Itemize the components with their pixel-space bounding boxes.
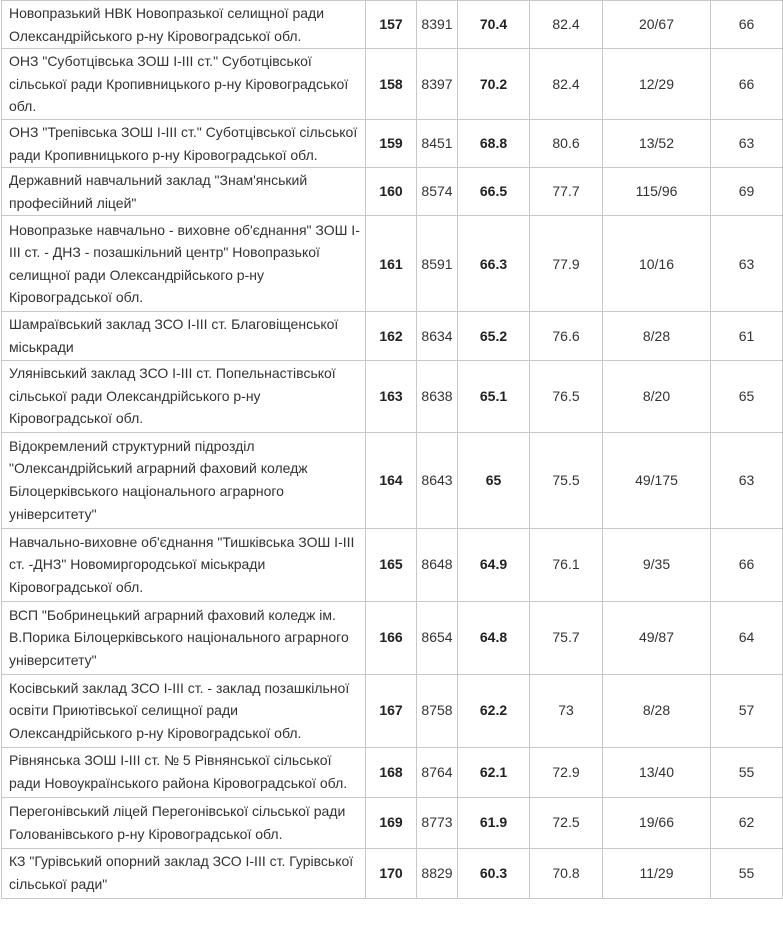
average-cell: 76.6	[530, 312, 603, 360]
school-name-cell: Відокремлений структурний підрозділ "Олександрійський аграрний фаховий коледж Білоцерківського національного аграрного університету"	[2, 432, 366, 528]
code-cell: 8397	[417, 49, 458, 120]
school-name-cell: ОНЗ "Суботцівська ЗОШ І-ІІІ ст." Суботцівської сільської ради Кропивницького р-ну Кіровоградської обл.	[2, 49, 366, 120]
last-value-cell: 57	[711, 674, 783, 747]
table-row	[2, 168, 783, 216]
rank-cell: 160	[366, 168, 417, 216]
rank-cell: 167	[366, 674, 417, 747]
rank-cell: 157	[366, 1, 417, 49]
last-value-cell: 63	[711, 119, 783, 167]
score-cell: 70.4	[458, 1, 530, 49]
last-value-cell: 66	[711, 1, 783, 49]
ratio-cell: 10/16	[603, 216, 711, 312]
code-cell: 8638	[417, 360, 458, 432]
rank-cell: 159	[366, 119, 417, 167]
rank-cell: 170	[366, 848, 417, 898]
last-value-cell: 65	[711, 360, 783, 432]
score-cell: 61.9	[458, 797, 530, 848]
average-cell: 82.4	[530, 1, 603, 49]
average-cell: 80.6	[530, 119, 603, 167]
school-name-cell: Державний навчальний заклад "Знам'янський професійний ліцей"	[2, 168, 366, 216]
last-value-cell: 63	[711, 216, 783, 312]
school-name-cell: Перегонівський ліцей Перегонівської сільської ради Голованівського р-ну Кіровоградської обл.	[2, 797, 366, 848]
ratio-cell: 49/175	[603, 432, 711, 528]
score-cell: 62.1	[458, 747, 530, 797]
last-value-cell: 66	[711, 49, 783, 120]
code-cell: 8764	[417, 747, 458, 797]
rank-cell: 166	[366, 601, 417, 674]
ratio-cell: 13/40	[603, 747, 711, 797]
ratio-cell: 11/29	[603, 848, 711, 898]
code-cell: 8643	[417, 432, 458, 528]
last-value-cell: 63	[711, 432, 783, 528]
ratio-cell: 8/20	[603, 360, 711, 432]
average-cell: 70.8	[530, 848, 603, 898]
table-row	[2, 601, 783, 674]
code-cell: 8634	[417, 312, 458, 360]
table-row	[2, 49, 783, 120]
last-value-cell: 55	[711, 747, 783, 797]
table-row	[2, 674, 783, 747]
table-row	[2, 119, 783, 167]
ratio-cell: 8/28	[603, 312, 711, 360]
score-cell: 66.3	[458, 216, 530, 312]
school-name-cell: Улянівський заклад ЗСО І-ІІІ ст. Попельнастівської сільської ради Олександрійського р-ну Кіровоградської обл.	[2, 360, 366, 432]
ratio-cell: 115/96	[603, 168, 711, 216]
average-cell: 72.5	[530, 797, 603, 848]
code-cell: 8391	[417, 1, 458, 49]
school-name-cell: ВСП "Бобринецький аграрний фаховий коледж ім. В.Порика Білоцерківського національного аграрного університету"	[2, 601, 366, 674]
ratio-cell: 20/67	[603, 1, 711, 49]
school-name-cell: Шамраївський заклад ЗСО І-ІІІ ст. Благовіщенської міськради	[2, 312, 366, 360]
table-row	[2, 848, 783, 898]
last-value-cell: 62	[711, 797, 783, 848]
rank-cell: 165	[366, 528, 417, 601]
code-cell: 8451	[417, 119, 458, 167]
score-cell: 62.2	[458, 674, 530, 747]
average-cell: 72.9	[530, 747, 603, 797]
ratio-cell: 19/66	[603, 797, 711, 848]
score-cell: 64.8	[458, 601, 530, 674]
average-cell: 73	[530, 674, 603, 747]
table-row	[2, 216, 783, 312]
school-name-cell: Навчально-виховне об'єднання "Тишківська ЗОШ І-ІІІ ст. -ДНЗ" Новомиргородської міськради Кіровоградської обл.	[2, 528, 366, 601]
school-name-cell: ОНЗ "Трепівська ЗОШ І-ІІІ ст." Суботцівської сільської ради Кропивницького р-ну Кіровоградської обл.	[2, 119, 366, 167]
rank-cell: 162	[366, 312, 417, 360]
table-row	[2, 528, 783, 601]
school-name-cell: Косівський заклад ЗСО І-ІІІ ст. - заклад позашкільної освіти Приютівської селищної ради Олександрійського р-ну Кіровоградської обл.	[2, 674, 366, 747]
score-cell: 64.9	[458, 528, 530, 601]
last-value-cell: 64	[711, 601, 783, 674]
last-value-cell: 55	[711, 848, 783, 898]
table-row	[2, 312, 783, 360]
code-cell: 8648	[417, 528, 458, 601]
table-body	[2, 1, 783, 899]
last-value-cell: 61	[711, 312, 783, 360]
average-cell: 75.7	[530, 601, 603, 674]
average-cell: 77.7	[530, 168, 603, 216]
average-cell: 76.1	[530, 528, 603, 601]
ratio-cell: 12/29	[603, 49, 711, 120]
rank-cell: 161	[366, 216, 417, 312]
rank-cell: 169	[366, 797, 417, 848]
code-cell: 8591	[417, 216, 458, 312]
rank-cell: 158	[366, 49, 417, 120]
average-cell: 82.4	[530, 49, 603, 120]
table-row	[2, 360, 783, 432]
code-cell: 8574	[417, 168, 458, 216]
rank-cell: 164	[366, 432, 417, 528]
average-cell: 75.5	[530, 432, 603, 528]
table-row	[2, 747, 783, 797]
score-cell: 70.2	[458, 49, 530, 120]
ratio-cell: 49/87	[603, 601, 711, 674]
code-cell: 8654	[417, 601, 458, 674]
average-cell: 76.5	[530, 360, 603, 432]
school-name-cell: Новопразький НВК Новопразької селищної ради Олександрійського р-ну Кіровоградської обл.	[2, 1, 366, 49]
school-ranking-table	[1, 0, 783, 899]
score-cell: 65.1	[458, 360, 530, 432]
ratio-cell: 8/28	[603, 674, 711, 747]
average-cell: 77.9	[530, 216, 603, 312]
code-cell: 8829	[417, 848, 458, 898]
last-value-cell: 69	[711, 168, 783, 216]
ratio-cell: 13/52	[603, 119, 711, 167]
code-cell: 8758	[417, 674, 458, 747]
ratio-cell: 9/35	[603, 528, 711, 601]
school-name-cell: КЗ "Гурівський опорний заклад ЗСО І-ІІІ ст. Гурівської сільської ради"	[2, 848, 366, 898]
score-cell: 68.8	[458, 119, 530, 167]
table-row	[2, 797, 783, 848]
score-cell: 66.5	[458, 168, 530, 216]
rank-cell: 168	[366, 747, 417, 797]
table-row	[2, 1, 783, 49]
score-cell: 65.2	[458, 312, 530, 360]
table-row	[2, 432, 783, 528]
score-cell: 60.3	[458, 848, 530, 898]
code-cell: 8773	[417, 797, 458, 848]
score-cell: 65	[458, 432, 530, 528]
rank-cell: 163	[366, 360, 417, 432]
school-name-cell: Рівнянська ЗОШ І-ІІІ ст. № 5 Рівнянської сільської ради Новоукраїнського района Кіровоградської обл.	[2, 747, 366, 797]
last-value-cell: 66	[711, 528, 783, 601]
school-name-cell: Новопразьке навчально - виховне об'єднання" ЗОШ І-ІІІ ст. - ДНЗ - позашкільний центр" Новопразької селищної ради Олександрійського р-ну Кіровоградської обл.	[2, 216, 366, 312]
